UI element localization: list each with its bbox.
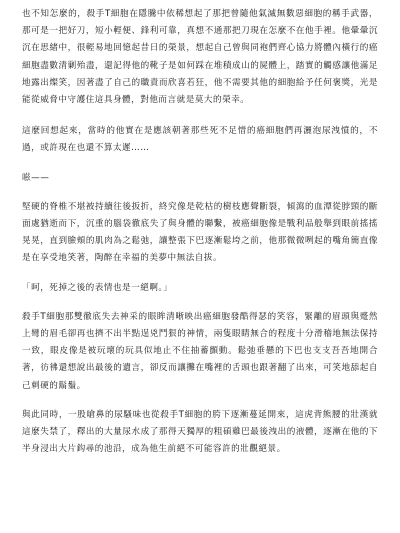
paragraph-regret: 這麼回想起來，當時的他實在是應該朝著那些死不足惜的癌細胞們再灑泡尿洩憤的，不過，或許現在也還不算太遲…… [22,126,378,154]
paragraph-sound-effect: 嗞—— [22,172,50,183]
paragraph-dialogue: 「呵，死掉之後的表情也是一絕啊。」 [22,282,173,293]
paragraph-memory: 也不知怎麼的，殺手T細胞在隱騰中依稀想起了那把曾隨他氣滅無數惡細胞的稱手武器，那可是一把好刀，短小輕便、鋒利可靠，真想不通那把刀現在怎麼不在他手裡。他暈暈沉沉在思緒中，很輕易地回憶起昔日的榮景，想起自己曾與同袍們齊心協力將體內橫行的癌細胞盡數清剿殆盡，還記得他的靴子是如何踩在堆積成山的屍體上，踏實的觸感讓他滿足地露出燦笑，因著盡了自己的職責而欣喜若狂，他不需要其他的細胞給予任何褒獎，光是能從威脅中守護住這具身體，對他而言就是莫大的榮幸。 [22,9,378,106]
paragraph-neck-snap: 堅硬的脊椎不堪被持續往後扳折，終究像是乾枯的樹枝應聲斷裂，傾瀉的血潭從脖頸的斷面處猶逝而下，沉重的腦袋徹底失了與身體的聯繫，被癌細胞像是戰利品般舉到眼前搖搖晃晃，直到臉頰的肌肉為之鬆弛，讓整張下巴逐漸鬆垮之前，他那微微咧起的嘴角簡直像是在享受地笑著，陶醉在幸福的美夢中無法自拔。 [22,201,378,264]
paragraph-gap [22,268,378,280]
paragraph-gap [22,297,378,309]
paragraph-gap [22,109,378,123]
paragraph-expression: 殺手T細胞那雙徹底失去神采的眼眸清晰映出癌細胞發酷得瑟的笑容，緊離的眉頭與蹙然上彎的眉毛卻再也擠不出半點逞兇鬥狠的神情，兩隻眼睛無合的程度十分滑稽地無法保持一致，眼皮像是被玩壞的玩具似地止不住抽蓄顫動。鬆弛垂懸的下巴也支支吾吾地開合著，彷彿還想說出最後的遺言，卻反而讓攤在嘴裡的舌頭也跟著翻了出來，可笑地舔起自己刺硬的鬍鬚。 [22,311,378,391]
paragraph-gap [22,395,378,407]
paragraph-gap [22,158,378,170]
paragraph-gap [22,187,378,199]
paragraph-aftermath: 與此同時，一股嗆鼻的尿騷味也從殺手T細胞的胯下逐漸蔓延開來，這虎背熊腰的壯漢就這麼失禁了，釋出的大量尿水成了那得天獨厚的粗碩雞巴最後洩出的液體，逐漸在他的下半身浸出大片鈎尋的池沿，成為他生前絕不可能容許的壯觀絕景。 [22,409,378,455]
